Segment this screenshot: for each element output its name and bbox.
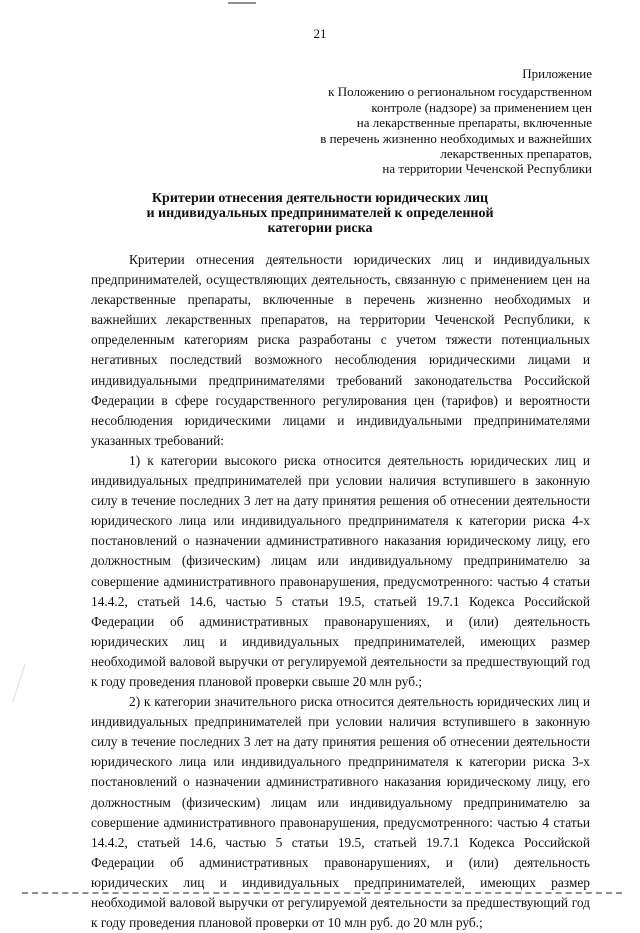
document-body — [91, 250, 590, 933]
appendix-line: на лекарственные препараты, включенные — [356, 115, 592, 131]
appendix-block — [272, 66, 592, 177]
appendix-line: в перечень жизненно необходимых и важнейших — [320, 130, 592, 146]
intro-paragraph: Критерии отнесения деятельности юридических лиц и индивидуальных предпринимателей, осуществляющих деятельность, связанную с применением цен на лекарственные препараты, включенные в перечень жизненно необходимых и важнейших лекарственных препаратов, на территории Чеченской Республики, к определенным категориям риска разработаны с учетом тяжести потенциальных негативных последствий возможного несоблюдения юридическими лицами и индивидуальными предпринимателями требований законодательства Российской Федерации в сфере государственного регулирования цен (тарифов) и вероятности несоблюдения юридическими лицами и индивидуальными предпринимателями указанных требований: — [91, 252, 590, 448]
appendix-line: контроле (надзоре) за применением цен — [371, 99, 592, 115]
high-risk-paragraph: 1) к категории высокого риска относится деятельность юридических лиц и индивидуальных предпринимателей при условии наличия вступившего в законную силу в течение последних 3 лет на дату принятия решения об отнесении деятельности юридического лица или индивидуального предпринимателя к категории риска 4-х постановлений о назначении административного наказания юридическому лицу, его должностным (физическим) лицам или индивидуальному предпринимателю за совершение административного правонарушения, предусмотренного: частью 4 статьи 14.4.2, статьей 14.6, частью 5 статьи 19.5, статьей 19.7.1 Кодекса Российской Федерации об административных правонарушениях, и (или) деятельность юридических лиц и индивидуальных предпринимателей, имеющих размер необходимой валовой выручки от регулируемой деятельности за предшествующий год к году проведения плановой проверки свыше 20 млн руб.; — [91, 452, 590, 689]
scan-edge-line — [22, 892, 622, 894]
appendix-line: лекарственных препаратов, — [440, 146, 592, 162]
document-title — [90, 191, 550, 236]
appendix-line: к Положению о региональном государственном — [328, 84, 592, 100]
title-line: и индивидуальных предпринимателей к определенной — [146, 206, 494, 221]
scan-edge-mark — [12, 664, 35, 705]
appendix-heading: Приложение — [522, 66, 592, 81]
appendix-line: на территории Чеченской Республики — [382, 161, 592, 177]
page-number: 21 — [313, 26, 327, 41]
title-line: категории риска — [267, 221, 373, 236]
title-line: Критерии отнесения деятельности юридических лиц — [151, 191, 489, 206]
scan-mark — [228, 2, 256, 4]
significant-risk-paragraph: 2) к категории значительного риска относится деятельность юридических лиц и индивидуальных предпринимателей при условии наличия вступившего в законную силу в течение последних 3 лет на дату принятия решения об отнесении деятельности юридического лица или индивидуального предпринимателя к категории риска 3-х постановлений о назначении административного наказания юридическому лицу, его должностным (физическим) лицам или индивидуальному предпринимателю за совершение административного правонарушения, предусмотренного: частью 4 статьи 14.4.2, статьей 14.6, частью 5 статьи 19.5, статьей 19.7.1 Кодекса Российской Федерации об административных правонарушениях, и (или) деятельность юридических лиц и индивидуальных предпринимателей, имеющих размер необходимой валовой выручки от регулируемой деятельности за предшествующий год к году проведения плановой проверки от 10 млн руб. до 20 млн руб.; — [91, 694, 590, 931]
